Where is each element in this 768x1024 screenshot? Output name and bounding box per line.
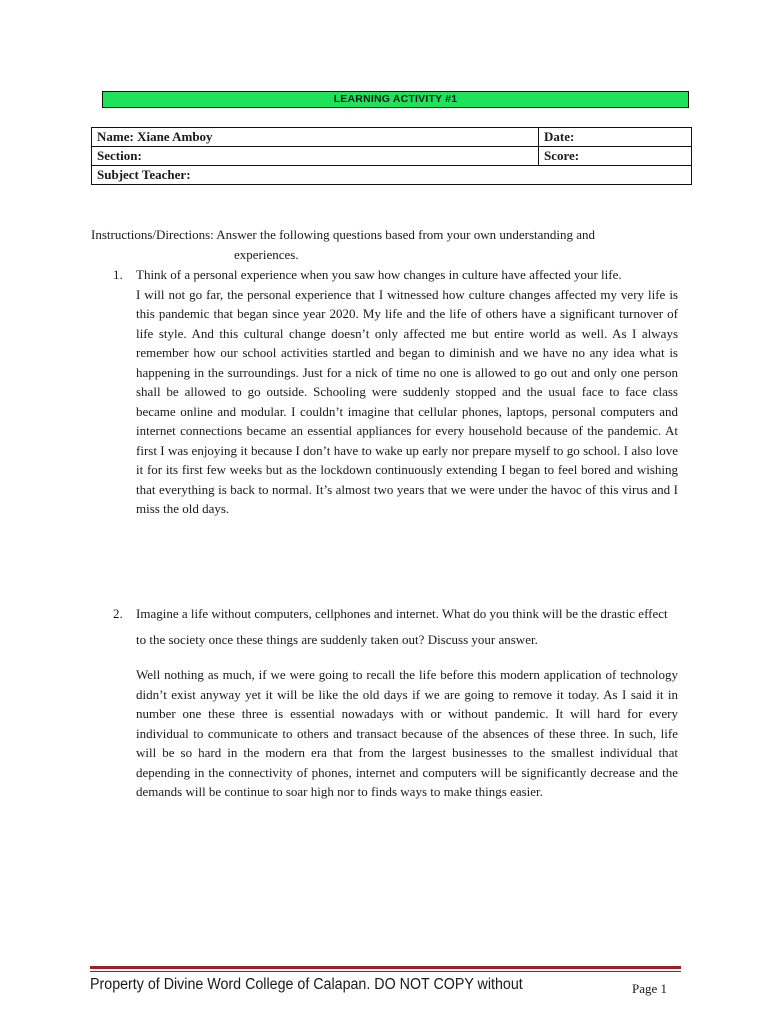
instructions-continuation: experiences. (234, 246, 299, 262)
copyright-notice: Property of Divine Word College of Calapan. DO NOT COPY without (90, 976, 523, 993)
date-field: Date: (539, 128, 692, 147)
footer-rule (90, 966, 681, 969)
score-field: Score: (539, 147, 692, 166)
question-answer: I will not go far, the personal experience that I witnessed how culture changes affected my very life is this pandemic that began since year 2020. My life and the life of others have a significant turnover of life style. And this cultural change doesn’t only affected me but entire world as well. As I always remember how our school activities startled and began to diminish and we have no any idea what is happening in the surroundings. Just for a nick of time no one is allowed to go out and only one person shall be allowed to go outside. Schooling were suddenly stopped and the usual face to face class became online and modular. I couldn’t imagine that cellular phones, laptops, personal computers and internet connections became an essential appliances for every household because of the pandemic. At first I was enjoying it because I don’t have to wake up early nor prepare myself to go school. I also love it for its first few weeks but as the lockdown continuously extending I began to feel bored and wishing that everything is back to normal. It’s almost two years that we were under the havoc of this virus and I miss the old days. (136, 286, 678, 516)
page-number: Page 1 (632, 981, 668, 996)
question-prompt: Imagine a life without computers, cellphones and internet. What do you think will be the drastic effect to the society once these things are suddenly taken out? Discuss your answer. (136, 606, 668, 647)
student-info-table (91, 127, 692, 185)
activity-title-banner: LEARNING ACTIVITY #1 (102, 91, 689, 108)
question-item (113, 601, 678, 802)
question-number: 1. (113, 267, 123, 282)
subject-teacher-field: Subject Teacher: (92, 166, 692, 185)
section-field: Section: (92, 147, 539, 166)
question-item (113, 265, 678, 519)
footer-rule-thin (90, 971, 681, 972)
instructions-lead: Instructions/Directions: Answer the following questions based from your own understanding and (91, 227, 596, 242)
question-answer: Well nothing as much, if we were going to recall the life before this modern application of technology didn’t exist anyway yet it will be like the old days if we are going to remove it today. As I said it in number one these three is essential nowadays with or without pandemic. It will hard for every individual to communicate to others and transact because of the absences of these three. In such, life will be so hard in the modern era that from the largest businesses to the smallest individual that depending in the connectivity of phones, internet and computers will be significantly decrease and the demands will be continue to soar high nor to finds ways to make things easier. (136, 667, 678, 799)
question-number: 2. (113, 606, 123, 621)
instructions (91, 225, 691, 264)
name-field: Name: Xiane Amboy (92, 128, 539, 147)
question-prompt: Think of a personal experience when you saw how changes in culture have affected your life. (136, 267, 622, 282)
